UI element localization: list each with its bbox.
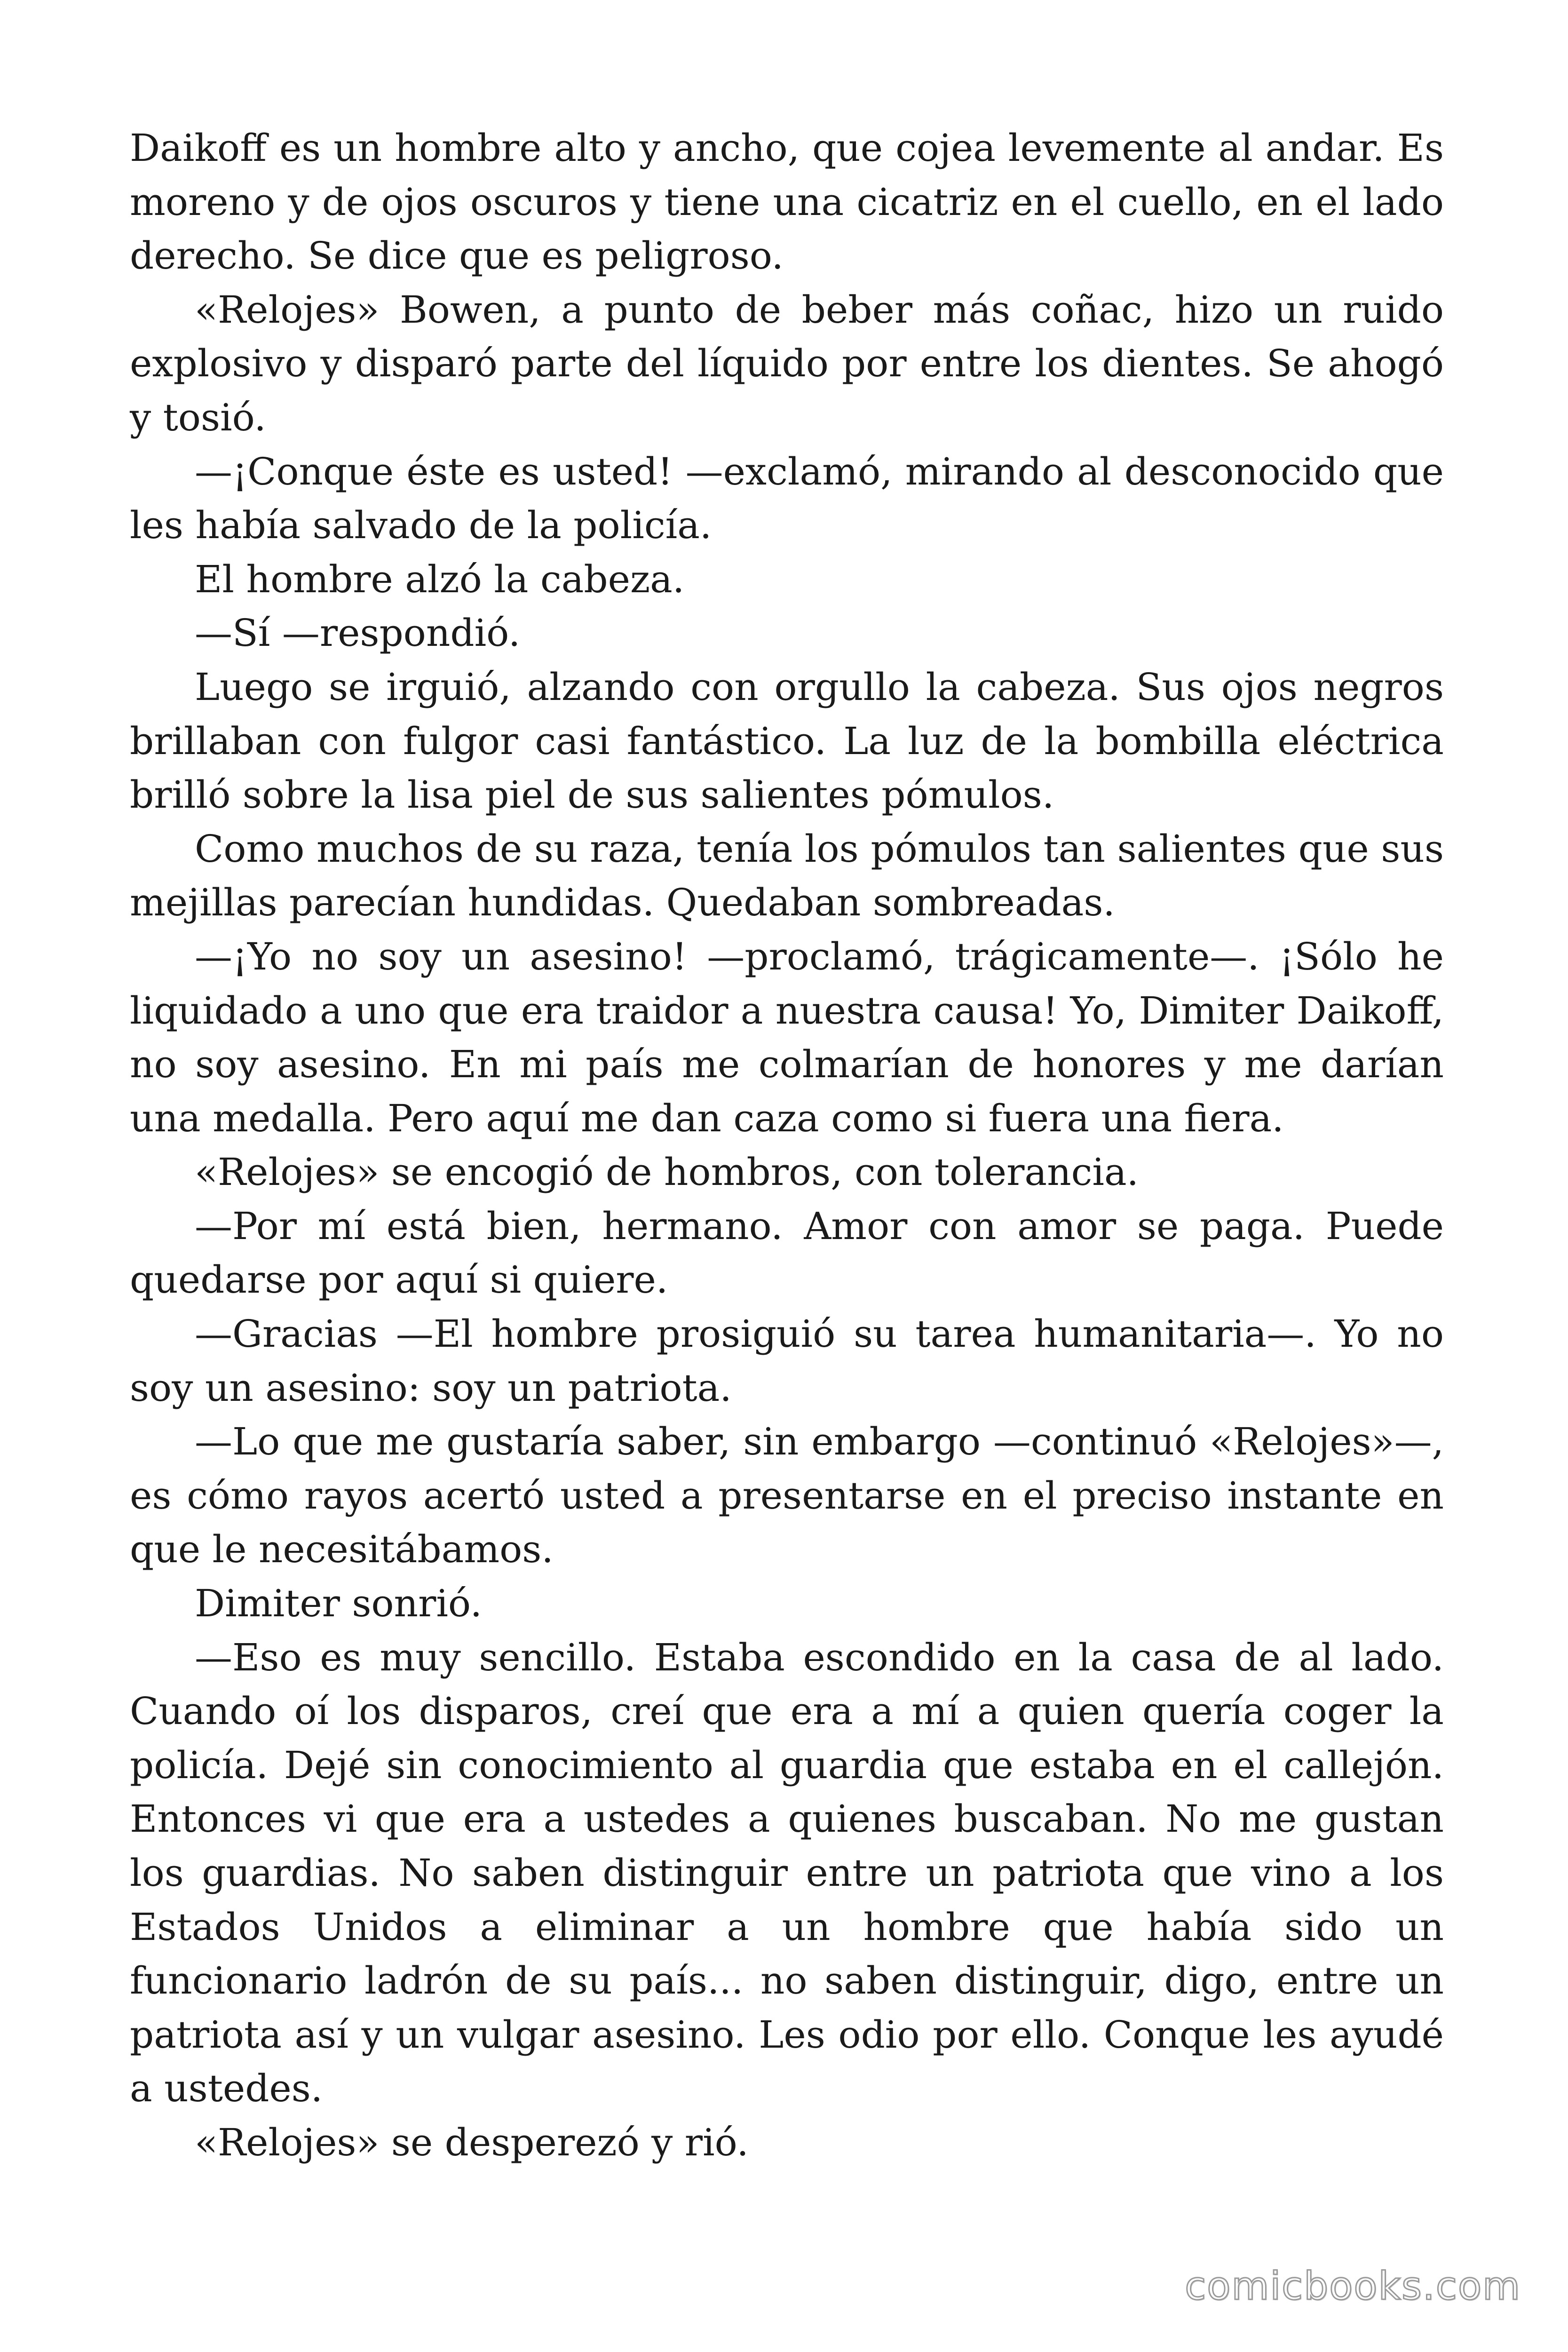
- paragraph: Dimiter sonrió.: [195, 1581, 483, 1626]
- paragraph: —Por mí está bien, hermano. Amor con amor se paga. Puede quedarse por aquí si quiere.: [130, 1204, 1444, 1302]
- paragraph: «Relojes» Bowen, a punto de beber más coñac, hizo un ruido explosivo y disparó parte del líquido por entre los dientes. Se ahogó y tosió.: [130, 287, 1444, 439]
- paragraph: Daikoff es un hombre alto y ancho, que cojea levemente al andar. Es moreno y de ojos oscuros y tiene una cicatriz en el cuello, en el lado derecho. Se dice que es peligroso.: [130, 126, 1444, 278]
- paragraph: —¡Conque éste es usted! —exclamó, mirando al desconocido que les había salvado de la policía.: [130, 449, 1444, 548]
- paragraph: «Relojes» se encogió de hombros, con tolerancia.: [195, 1150, 1139, 1194]
- paragraph: «Relojes» se desperezó y rió.: [195, 2120, 749, 2164]
- paragraph: —Gracias —El hombre prosiguió su tarea humanitaria—. Yo no soy un asesino: soy un patriota.: [130, 1312, 1444, 1410]
- paragraph: —Lo que me gustaría saber, sin embargo —continuó «Relojes»—, es cómo rayos acertó usted a presentarse en el preciso instante en que le necesitábamos.: [130, 1420, 1444, 1572]
- paragraph: El hombre alzó la cabeza.: [195, 557, 685, 601]
- paragraph: —Sí —respondió.: [195, 611, 521, 655]
- body-text: [130, 121, 1444, 2170]
- paragraph: Luego se irguió, alzando con orgullo la cabeza. Sus ojos negros brillaban con fulgor casi fantástico. La luz de la bombilla eléctrica brilló sobre la lisa piel de sus salientes pómulos.: [130, 665, 1444, 817]
- paragraph: Como muchos de su raza, tenía los pómulos tan salientes que sus mejillas parecían hundidas. Quedaban sombreadas.: [130, 826, 1444, 925]
- paragraph: —Eso es muy sencillo. Estaba escondido en la casa de al lado. Cuando oí los disparos, creí que era a mí a quien quería coger la policía. Dejé sin conocimiento al guardia que estaba en el callejón. Entonces vi que era a ustedes a quienes buscaban. No me gustan los guardias. No saben distinguir entre un patriota que vino a los Estados Unidos a eliminar a un hombre que había sido un funcionario ladrón de su país... no saben distinguir, digo, entre un patriota así y un vulgar asesino. Les odio por ello. Conque les ayudé a ustedes.: [130, 1635, 1444, 2111]
- paragraph: —¡Yo no soy un asesino! —proclamó, trágicamente—. ¡Sólo he liquidado a uno que era traidor a nuestra causa! Yo, Dimiter Daikoff, no soy asesino. En mi país me colmarían de honores y me darían una medalla. Pero aquí me dan caza como si fuera una fiera.: [130, 934, 1444, 1140]
- watermark: comicbooks.com: [1185, 2264, 1521, 2309]
